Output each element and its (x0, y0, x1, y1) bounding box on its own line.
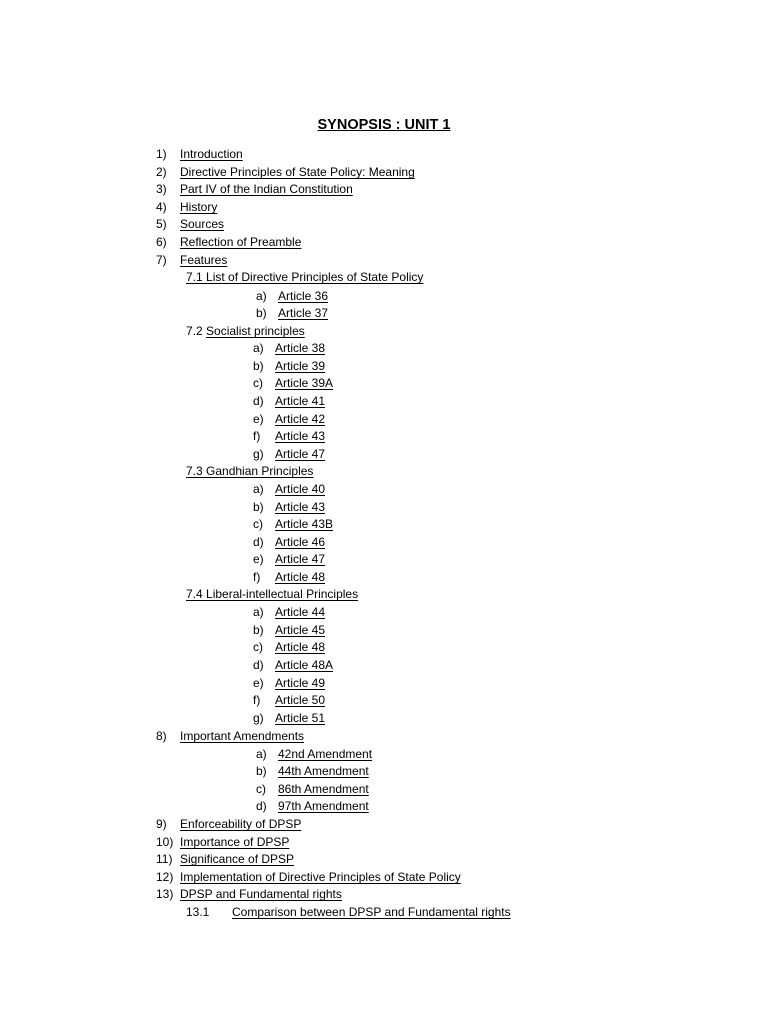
list-item: b) 44th Amendment (256, 764, 369, 778)
list-item: d) 97th Amendment (256, 799, 369, 813)
toc-subsection-7-1: 7.1 List of Directive Principles of State Policy (186, 270, 424, 284)
toc-item-7: 7) Features (156, 253, 228, 267)
toc-item-10: 10) Importance of DPSP (156, 835, 290, 849)
list-item: e) Article 42 (253, 412, 326, 426)
toc-item-4: 4) History (156, 200, 218, 214)
toc-item-8: 8) Important Amendments (156, 729, 305, 743)
list-item: c) Article 39A (253, 376, 334, 390)
toc-item-3: 3) Part IV of the Indian Constitution (156, 182, 353, 196)
list-item: c) Article 48 (253, 640, 326, 654)
toc-subsection-13-1: 13.1 Comparison between DPSP and Fundamental rights (186, 905, 511, 919)
list-item: a) Article 36 (256, 289, 329, 303)
list-item: f) Article 48 (253, 570, 326, 584)
list-item: g) Article 51 (253, 711, 326, 725)
list-item: b) Article 39 (253, 359, 326, 373)
list-item: b) Article 43 (253, 500, 326, 514)
list-item: d) Article 41 (253, 394, 326, 408)
list-item: e) Article 49 (253, 676, 326, 690)
toc-item-11: 11) Significance of DPSP (156, 852, 295, 866)
list-item: e) Article 47 (253, 552, 326, 566)
list-item: f) Article 50 (253, 693, 326, 707)
list-item: b) Article 45 (253, 623, 326, 637)
list-item: b) Article 37 (256, 306, 329, 320)
toc-subsection-7-3: 7.3 Gandhian Principles (186, 464, 314, 478)
list-item: g) Article 47 (253, 447, 326, 461)
list-item: a) 42nd Amendment (256, 747, 373, 761)
toc-item-13: 13) DPSP and Fundamental rights (156, 887, 342, 901)
toc-item-1: 1) Introduction (156, 147, 243, 161)
list-item: d) Article 48A (253, 658, 334, 672)
list-item: d) Article 46 (253, 535, 326, 549)
list-item: a) Article 40 (253, 482, 326, 496)
toc-item-12: 12) Implementation of Directive Principles of State Policy (156, 870, 461, 884)
toc-item-9: 9) Enforceability of DPSP (156, 817, 302, 831)
list-item: c) 86th Amendment (256, 782, 369, 796)
list-item: f) Article 43 (253, 429, 326, 443)
toc-item-2: 2) Directive Principles of State Policy: Meaning (156, 165, 415, 179)
list-item: a) Article 44 (253, 605, 326, 619)
toc-subsection-7-2: 7.2 Socialist principles (186, 324, 305, 338)
toc-item-6: 6) Reflection of Preamble (156, 235, 302, 249)
toc-item-5: 5) Sources (156, 217, 225, 231)
list-item: c) Article 43B (253, 517, 334, 531)
toc-subsection-7-4: 7.4 Liberal-intellectual Principles (186, 587, 359, 601)
page-title: SYNOPSIS : UNIT 1 (317, 117, 451, 133)
list-item: a) Article 38 (253, 341, 326, 355)
